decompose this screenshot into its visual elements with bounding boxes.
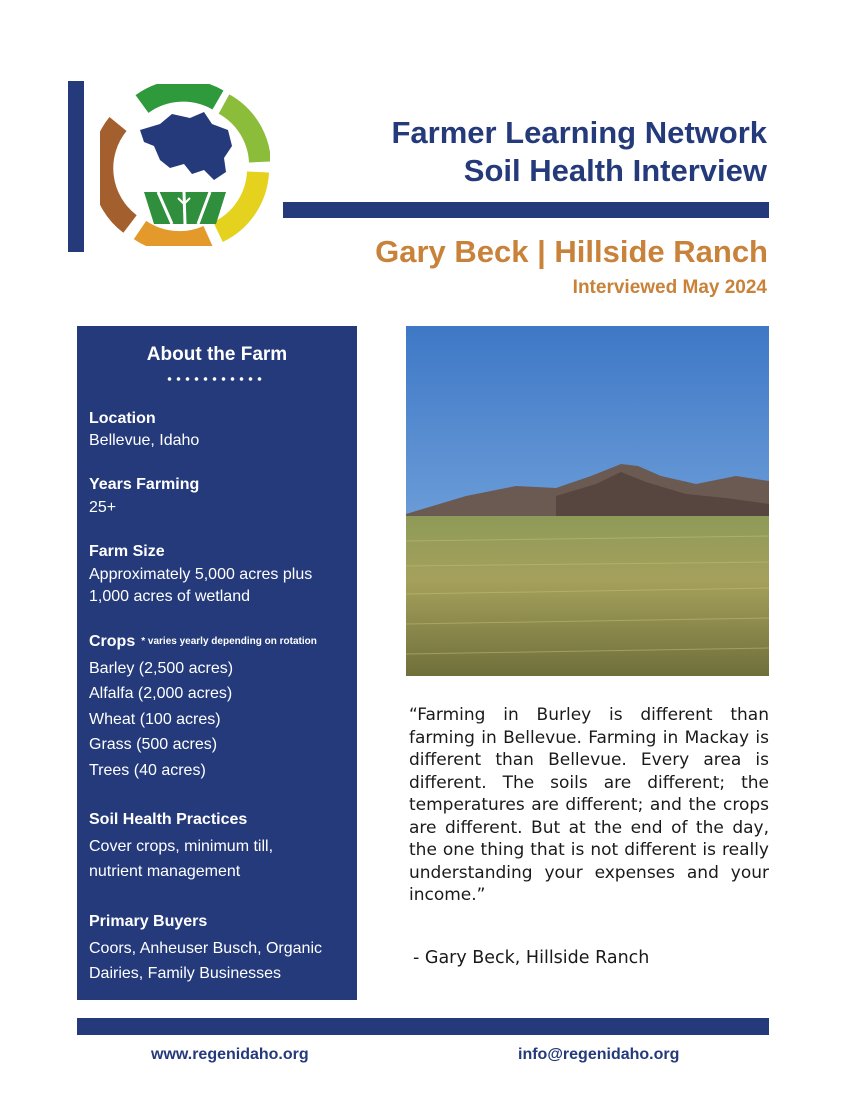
quote-attribution: - Gary Beck, Hillside Ranch — [413, 948, 650, 968]
farm-size-label: Farm Size — [89, 543, 165, 560]
years-value: 25+ — [89, 499, 117, 516]
buyers-label: Primary Buyers — [89, 913, 208, 930]
quote-text: “Farming in Burley is different than farming in Bellevue. Farming in Mackay is different than Bellevue. Every area is different. The soils are different; the temperatures are different; and the crops are different. But at the end of the day, the one thing that is not different is really understanding your expenses and your income.” — [409, 705, 769, 905]
years-label: Years Farming — [89, 476, 200, 493]
crop-item: Wheat (100 acres) — [89, 711, 221, 728]
crops-note: * varies yearly depending on rotation — [141, 636, 317, 647]
crops-label: Crops — [89, 633, 136, 650]
email-link[interactable]: info@regenidaho.org — [518, 1046, 680, 1063]
farm-size-line-2: 1,000 acres of wetland — [89, 588, 250, 605]
crop-item: Barley (2,500 acres) — [89, 660, 234, 677]
dotted-divider — [165, 376, 265, 382]
left-accent-bar — [68, 81, 84, 252]
about-title: About the Farm — [146, 344, 288, 365]
buyers-line-2: Dairies, Family Businesses — [89, 965, 282, 982]
regenerative-idaho-logo-icon — [100, 84, 270, 246]
interview-date: Interviewed May 2024 — [572, 277, 767, 298]
crop-item: Alfalfa (2,000 acres) — [89, 685, 233, 702]
location-label: Location — [89, 410, 156, 427]
practices-label: Soil Health Practices — [89, 811, 248, 828]
farm-size-line-1: Approximately 5,000 acres plus — [89, 566, 313, 583]
practices-line-2: nutrient management — [89, 863, 241, 880]
farm-landscape-photo — [406, 326, 769, 676]
website-link[interactable]: www.regenidaho.org — [151, 1046, 309, 1063]
buyers-line-1: Coors, Anheuser Busch, Organic — [89, 940, 323, 957]
footer-divider — [77, 1018, 769, 1035]
document-title — [391, 114, 767, 190]
title-divider — [283, 202, 769, 218]
crop-item: Trees (40 acres) — [89, 762, 206, 779]
title-line-1: Farmer Learning Network — [391, 115, 767, 150]
location-value: Bellevue, Idaho — [89, 432, 200, 449]
crop-item: Grass (500 acres) — [89, 736, 218, 753]
interviewee-name: Gary Beck | Hillside Ranch — [375, 234, 768, 269]
about-the-farm-panel — [77, 326, 357, 1000]
practices-line-1: Cover crops, minimum till, — [89, 838, 274, 855]
title-line-2: Soil Health Interview — [463, 153, 767, 188]
crops-label-row — [89, 631, 317, 653]
